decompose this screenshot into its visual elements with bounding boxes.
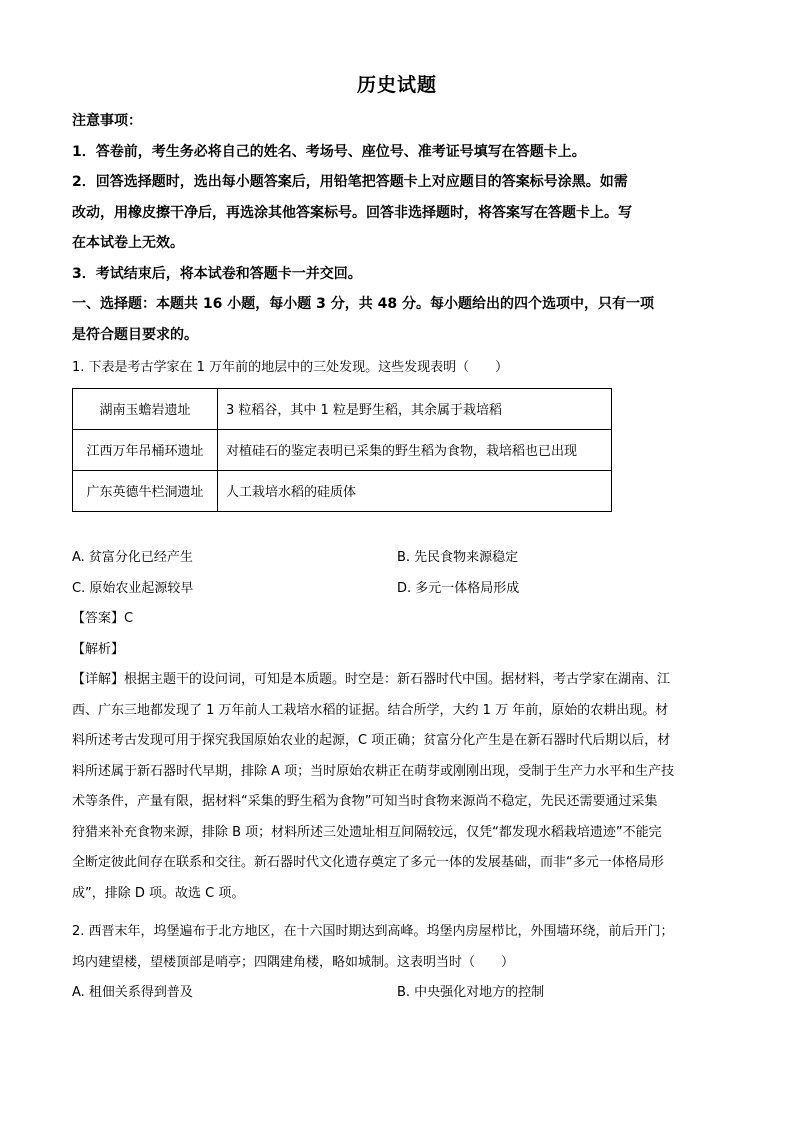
table-cell: 广东英德牛栏洞遗址	[73, 470, 218, 511]
question-stem: 1. 下表是考古学家在 1 万年前的地层中的三处发现。这些发现表明（ ）	[72, 360, 509, 375]
option-a: A. 租佃关系得到普及	[72, 985, 193, 1000]
analysis-line: 西、广东三地都发现了 1 万年前人工栽培水稻的证据。结合所学，大约 1 万 年前，原始的农耕出现。材	[72, 702, 669, 718]
notes-line: 改动，用橡皮擦干净后，再选涂其他答案标号。回答非选择题时，将答案写在答题卡上。写	[72, 204, 632, 221]
option-b: B. 先民食物来源稳定	[397, 550, 519, 565]
table-cell: 对植硅石的鉴定表明已采集的野生稻为食物，栽培稻也已出现	[218, 429, 612, 470]
table-cell: 3 粒稻谷，其中 1 粒是野生稻，其余属于栽培稻	[218, 388, 612, 429]
findings-table	[72, 388, 612, 512]
option-d: D. 多元一体格局形成	[397, 580, 520, 596]
notes-section	[72, 106, 722, 350]
option-c: C. 原始农业起源较早	[72, 580, 194, 596]
analysis-line: 术等条件，产量有限，据材料“采集的野生稻为食物”可知当时食物来源尚不稳定，先民还需要通过采集	[72, 794, 658, 809]
question-2	[72, 917, 722, 1009]
analysis-line: 【详解】根据主题干的设问词，可知是本质题。时空是：新石器时代中国。据材料，考古学家在湖南、江	[72, 672, 671, 687]
analysis-line: 料所述考古发现可用于探究我国原始农业的起源，C 项正确；贫富分化产生是在新石器时代后期以后，材	[72, 733, 671, 748]
section-heading: 是符合题目要求的。	[72, 326, 198, 343]
notes-line: 2．回答选择题时，选出每小题答案后，用铅笔把答题卡上对应题目的答案标号涂黑。如需	[72, 174, 628, 190]
question-stem: 坞内建望楼，望楼顶部是哨亭；四隅建角楼，略如城制。这表明当时（ ）	[72, 954, 515, 970]
table-row	[73, 470, 612, 511]
analysis-line: 全断定彼此间存在联系和交往。新石器时代文化遗存奠定了多元一体的发展基础，而非“多元一体格局形	[72, 855, 664, 870]
table-cell: 湖南玉蟾岩遗址	[73, 388, 218, 429]
table-row	[73, 388, 612, 429]
notes-line: 在本试卷上无效。	[72, 235, 184, 251]
table-row	[73, 429, 612, 470]
question-stem: 2. 西晋末年，坞堡遍布于北方地区，在十六国时期达到高峰。坞堡内房屋栉比，外围墙环绕，前后开门；	[72, 924, 674, 939]
option-a: A. 贫富分化已经产生	[72, 550, 193, 565]
question-1	[72, 353, 722, 512]
answer-label: 【答案】C	[72, 611, 134, 626]
analysis-line: 成”，排除 D 项。故选 C 项。	[72, 885, 245, 901]
table-cell: 江西万年吊桶环遗址	[73, 429, 218, 470]
notes-heading: 注意事项：	[72, 113, 142, 129]
notes-line: 3．考试结束后，将本试卷和答题卡一并交回。	[72, 265, 362, 282]
analysis-line: 料所述属于新石器时代早期，排除 A 项；当时原始农耕正在萌芽或刚刚出现，受制于生产力水平和生产技	[72, 763, 675, 779]
analysis-label: 【解析】	[72, 641, 125, 657]
question-1-options	[72, 543, 722, 909]
section-heading: 一、选择题：本题共 16 小题，每小题 3 分，共 48 分。每小题给出的四个选项中，只有一项	[72, 296, 654, 312]
table-cell: 人工栽培水稻的硅质体	[218, 470, 612, 511]
page-title: 历史试题	[356, 74, 437, 96]
analysis-line: 狩猎来补充食物来源，排除 B 项；材料所述三处遗址相互间隔较远，仅凭“都发现水稻栽培遗迹”不能完	[72, 824, 662, 840]
notes-line: 1．答卷前，考生务必将自己的姓名、考场号、座位号、准考证号填写在答题卡上。	[72, 143, 586, 160]
option-b: B. 中央强化对地方的控制	[397, 985, 545, 1000]
